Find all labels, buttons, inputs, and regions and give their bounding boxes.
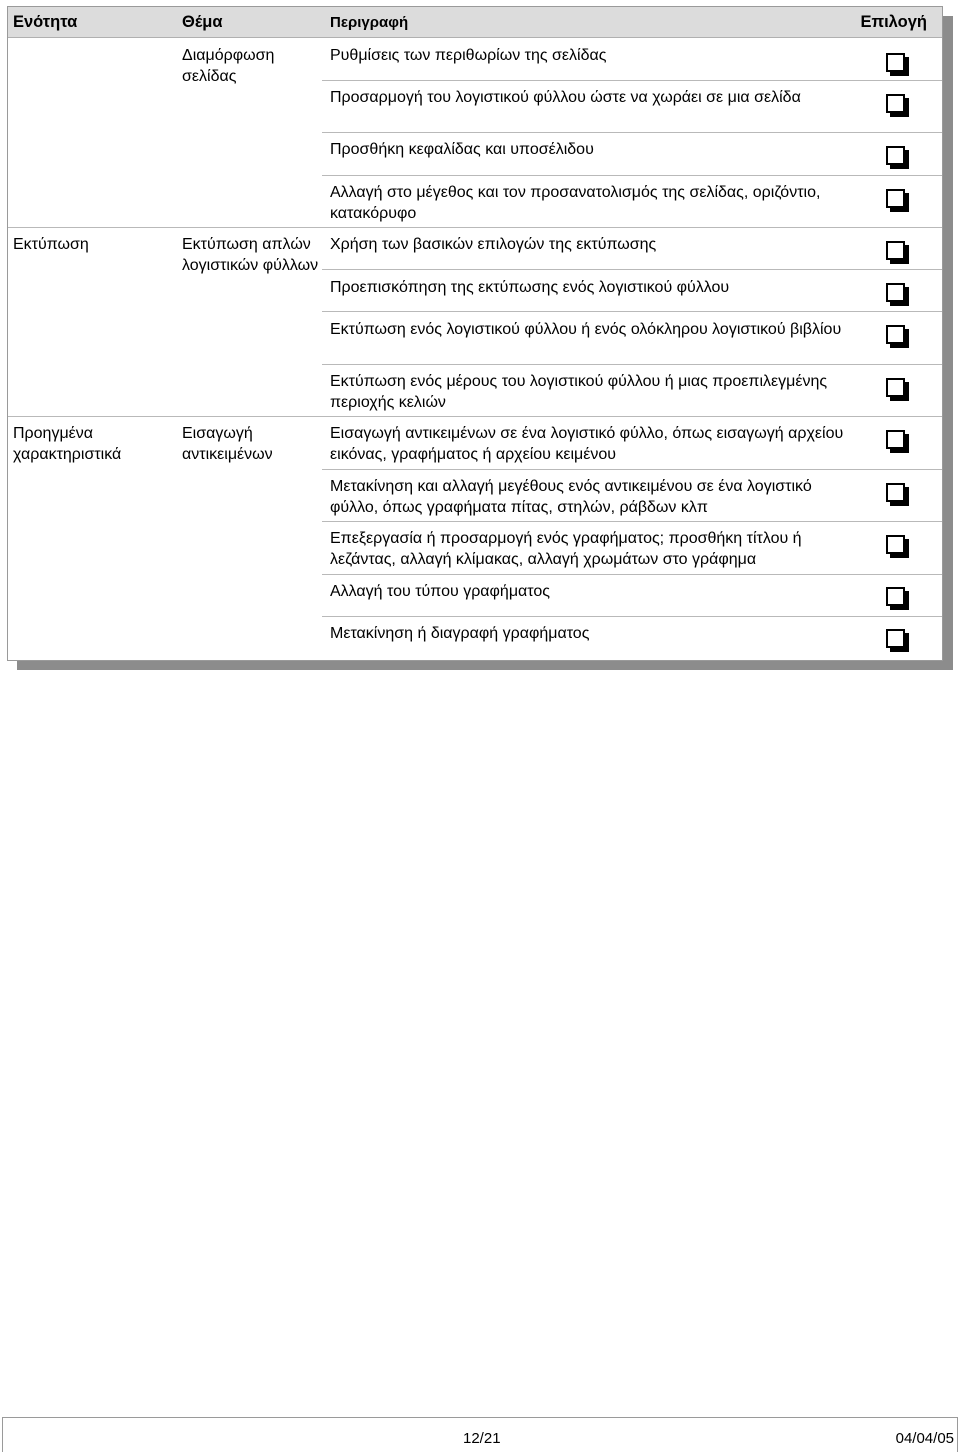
item-description: Προσαρμογή του λογιστικού φύλλου ώστε να χωράει σε μια σελίδα bbox=[330, 89, 801, 106]
row-divider bbox=[322, 574, 942, 575]
section-unit: Εκτύπωση bbox=[13, 236, 89, 253]
header-choice: Επιλογή bbox=[860, 13, 927, 31]
checkbox-icon[interactable] bbox=[886, 53, 905, 72]
checkbox-icon[interactable] bbox=[886, 325, 905, 344]
item-description: Μετακίνηση και αλλαγή μεγέθους ενός αντικειμένου σε ένα λογιστικό φύλλο, όπως γραφήματα πίτας, στηλών, ράβδων κλπ bbox=[330, 478, 812, 516]
checkbox-icon[interactable] bbox=[886, 378, 905, 397]
row-divider bbox=[322, 616, 942, 617]
item-description: Εκτύπωση ενός λογιστικού φύλλου ή ενός ολόκληρου λογιστικού βιβλίου bbox=[330, 321, 842, 338]
footer-border-left bbox=[2, 1417, 3, 1452]
row-divider bbox=[322, 175, 942, 176]
checkbox-icon[interactable] bbox=[886, 535, 905, 554]
footer-divider bbox=[2, 1417, 958, 1418]
section-divider bbox=[8, 416, 322, 417]
header-description: Περιγραφή bbox=[330, 14, 409, 31]
checkbox-icon[interactable] bbox=[886, 629, 905, 648]
table-header bbox=[8, 7, 942, 38]
item-description: Προεπισκόπηση της εκτύπωσης ενός λογιστικού φύλλου bbox=[330, 279, 730, 296]
item-description: Μετακίνηση ή διαγραφή γραφήματος bbox=[330, 625, 590, 642]
row-divider bbox=[322, 80, 942, 81]
item-description: Αλλαγή στο μέγεθος και τον προσανατολισμός της σελίδας, οριζόντιο, κατακόρυφο bbox=[330, 184, 821, 222]
item-description: Εισαγωγή αντικειμένων σε ένα λογιστικό φύλλο, όπως εισαγωγή αρχείου εικόνας, γραφήματος ή αρχείου κειμένου bbox=[330, 425, 844, 463]
item-description: Αλλαγή του τύπου γραφήματος bbox=[330, 583, 550, 600]
row-divider bbox=[322, 132, 942, 133]
checkbox-icon[interactable] bbox=[886, 94, 905, 113]
item-description: Επεξεργασία ή προσαρμογή ενός γραφήματος; προσθήκη τίτλου ή λεζάντας, αλλαγή κλίμακας, αλλαγή χρωμάτων στο γράφημα bbox=[330, 530, 802, 568]
item-description: Εκτύπωση ενός μέρους του λογιστικού φύλλου ή μιας προεπιλεγμένης περιοχής κελιών bbox=[330, 373, 828, 411]
footer-border-right bbox=[957, 1417, 958, 1452]
row-divider bbox=[322, 227, 942, 228]
checkbox-icon[interactable] bbox=[886, 587, 905, 606]
section-unit: Προηγμένα χαρακτηριστικά bbox=[13, 425, 122, 463]
page-date: 04/04/05 bbox=[895, 1430, 954, 1447]
checklist-table bbox=[7, 6, 943, 661]
row-divider bbox=[322, 416, 942, 417]
item-description: Ρυθμίσεις των περιθωρίων της σελίδας bbox=[330, 47, 607, 64]
page-number: 12/21 bbox=[463, 1430, 501, 1447]
row-divider bbox=[322, 521, 942, 522]
item-description: Προσθήκη κεφαλίδας και υποσέλιδου bbox=[330, 141, 594, 158]
checkbox-icon[interactable] bbox=[886, 483, 905, 502]
item-description: Χρήση των βασικών επιλογών της εκτύπωσης bbox=[330, 236, 657, 253]
section-topic: Εισαγωγή αντικειμένων bbox=[182, 425, 273, 463]
section-divider bbox=[8, 227, 322, 228]
section-topic: Εκτύπωση απλών λογιστικών φύλλων bbox=[182, 236, 319, 274]
row-divider bbox=[322, 364, 942, 365]
section-topic: Διαμόρφωση σελίδας bbox=[182, 47, 275, 85]
checkbox-icon[interactable] bbox=[886, 283, 905, 302]
row-divider bbox=[322, 269, 942, 270]
checkbox-icon[interactable] bbox=[886, 189, 905, 208]
header-topic: Θέμα bbox=[182, 13, 223, 31]
checkbox-icon[interactable] bbox=[886, 430, 905, 449]
header-unit: Ενότητα bbox=[13, 13, 78, 31]
row-divider bbox=[322, 469, 942, 470]
row-divider bbox=[322, 311, 942, 312]
page-footer bbox=[0, 1417, 960, 1452]
checkbox-icon[interactable] bbox=[886, 146, 905, 165]
checkbox-icon[interactable] bbox=[886, 241, 905, 260]
